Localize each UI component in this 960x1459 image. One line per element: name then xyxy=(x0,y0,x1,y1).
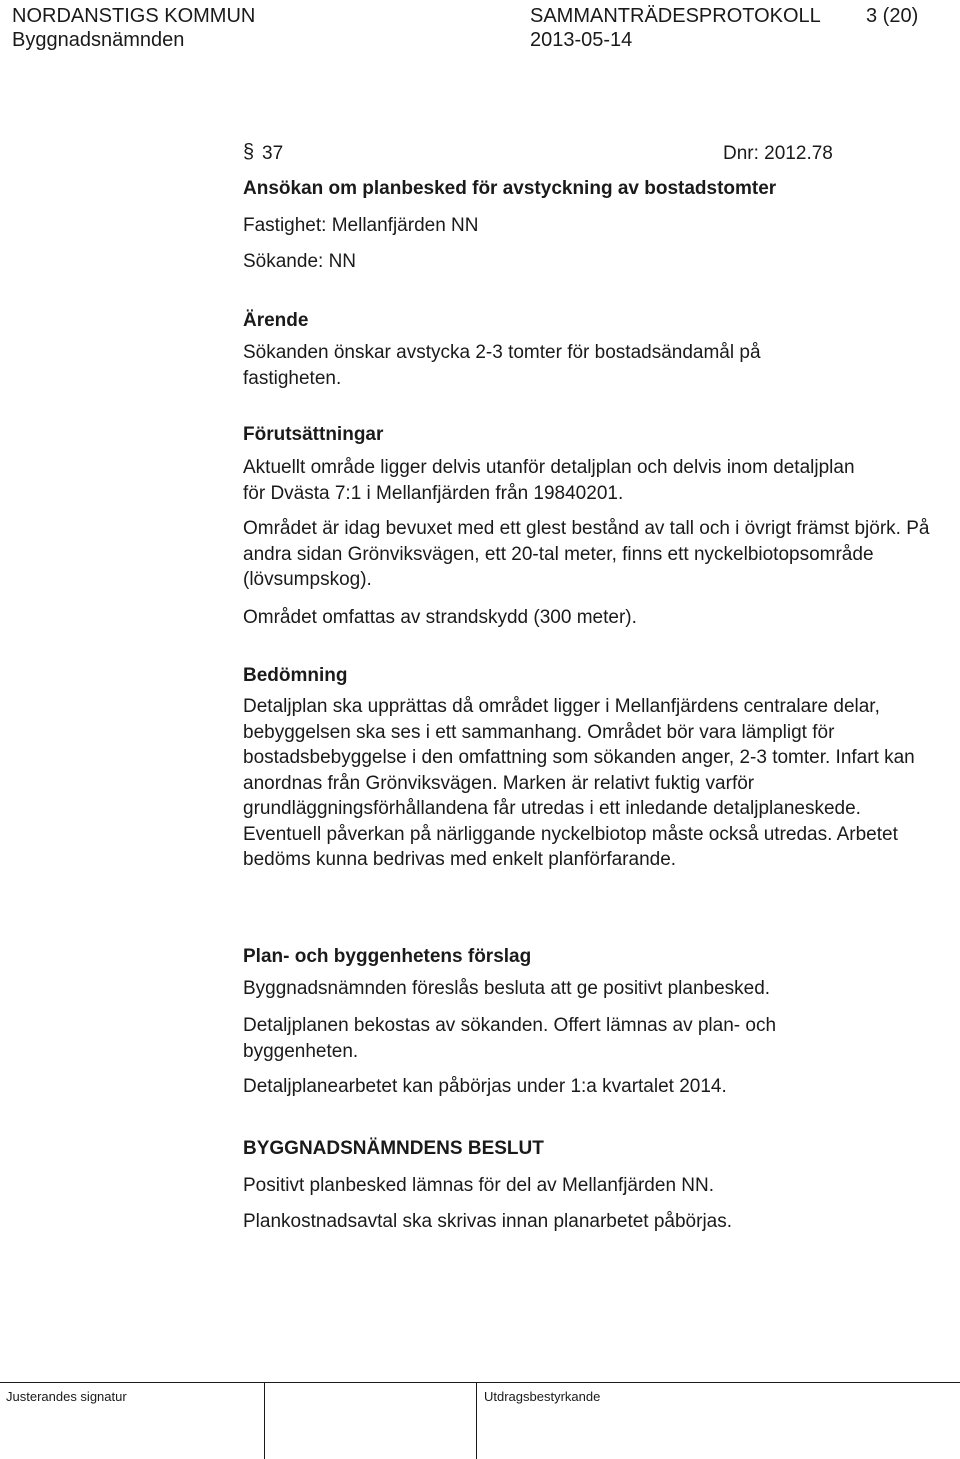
beslut-paragraph-2: Plankostnadsavtal ska skrivas innan planarbetet påbörjas. xyxy=(243,1211,733,1232)
extract-label: Utdragsbestyrkande xyxy=(484,1389,601,1404)
forslag-paragraph-3: Detaljplanearbetet kan påbörjas under 1:a kvartalet 2014. xyxy=(243,1076,727,1097)
signature-label: Justerandes signatur xyxy=(6,1389,127,1404)
section-number: 37 xyxy=(262,143,284,164)
forslag-heading: Plan- och byggenhetens förslag xyxy=(243,946,532,967)
section-symbol: § xyxy=(243,141,255,163)
org-name: NORDANSTIGS KOMMUN xyxy=(12,5,256,27)
diary-number: Dnr: 2012.78 xyxy=(723,143,833,164)
meeting-date: 2013-05-14 xyxy=(530,29,633,51)
sokande-line: Sökande: NN xyxy=(243,251,357,272)
arende-heading: Ärende xyxy=(243,310,309,331)
beslut-heading: BYGGNADSNÄMNDENS BESLUT xyxy=(243,1138,544,1159)
forutsattningar-paragraph-3: Området omfattas av strandskydd (300 meter). xyxy=(243,607,637,628)
forutsattningar-paragraph-2: Området är idag bevuxet med ett glest bestånd av tall och i övrigt främst björk. På andra sidan Grönviksvägen, ett 20-tal meter, finns ett nyckelbiotopsområde (lövsumpskog). xyxy=(243,518,930,590)
footer-divider-2 xyxy=(476,1382,477,1459)
bedomning-text: Detaljplan ska upprättas då området ligger i Mellanfjärdens centralare delar, bebyggelsen ska ses i ett sammanhang. Området bör vara lämpligt för bostadsbebyggelse i den omfattning som sökanden anger, 2-3 tomter. Infart kan anordnas från Grönviksvägen. Marken är relativt fuktig varför grundläggningsförhållandena får utredas i ett inledande detaljplaneskede. Eventuell påverkan på närliggande nyckelbiotop måste också utredas. Arbetet bedöms kunna bedrivas med enkelt planförfarande. xyxy=(243,696,915,870)
forutsattningar-paragraph-1: Aktuellt område ligger delvis utanför detaljplan och delvis inom detaljplan för Dvästa 7:1 i Mellanfjärden från 19840201. xyxy=(243,457,855,504)
footer-rule xyxy=(0,1382,960,1383)
forslag-paragraph-1: Byggnadsnämnden föreslås besluta att ge positivt planbesked. xyxy=(243,978,771,999)
forslag-paragraph-2: Detaljplanen bekostas av sökanden. Offert lämnas av plan- och byggenheten. xyxy=(243,1015,777,1062)
department-name: Byggnadsnämnden xyxy=(12,29,185,51)
arende-text: Sökanden önskar avstycka 2-3 tomter för bostadsändamål på fastigheten. xyxy=(243,342,761,389)
fastighet-line: Fastighet: Mellanfjärden NN xyxy=(243,215,479,236)
footer-divider-1 xyxy=(264,1382,265,1459)
forutsattningar-heading: Förutsättningar xyxy=(243,424,384,445)
section-title: Ansökan om planbesked för avstyckning av bostadstomter xyxy=(243,178,777,199)
page-number: 3 (20) xyxy=(866,5,919,27)
bedomning-heading: Bedömning xyxy=(243,665,348,686)
beslut-paragraph-1: Positivt planbesked lämnas för del av Mellanfjärden NN. xyxy=(243,1175,715,1196)
document-type: SAMMANTRÄDESPROTOKOLL xyxy=(530,5,821,27)
